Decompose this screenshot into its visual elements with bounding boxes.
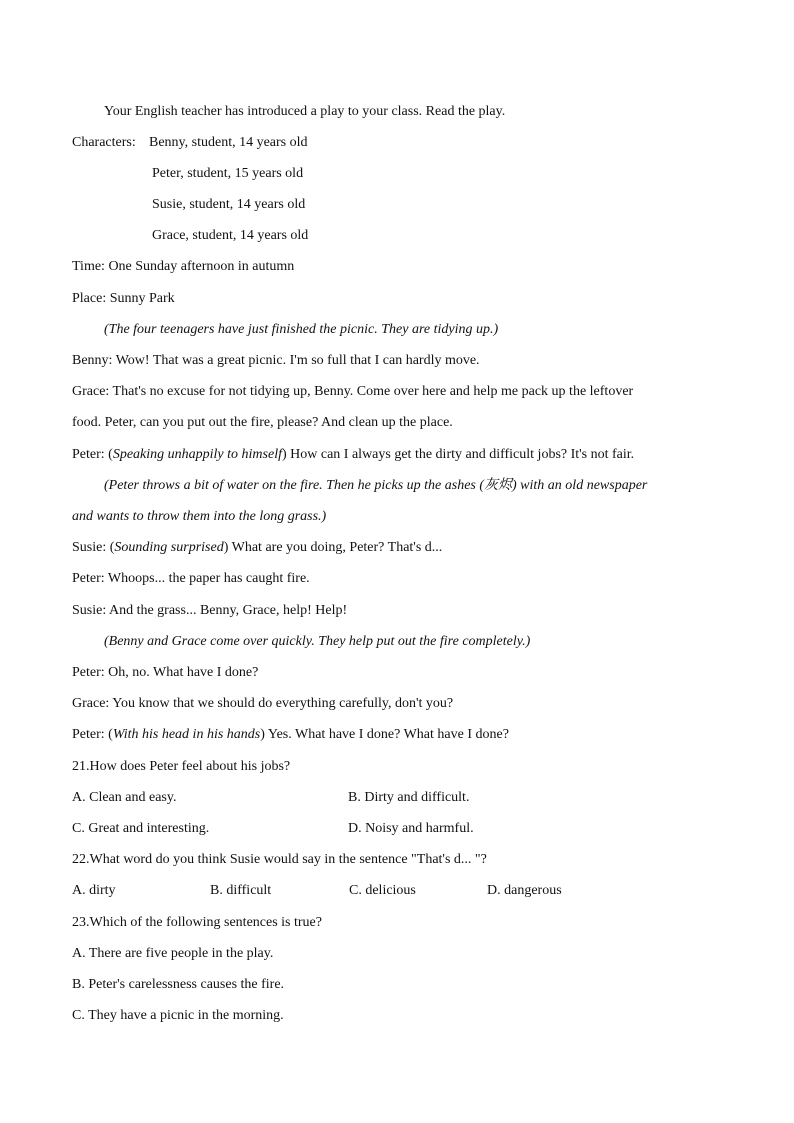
dialogue-line [72,724,734,746]
question-23: 23.Which of the following sentences is true? [72,915,322,930]
speech-text: Wow! That was a great picnic. I'm so full that I can hardly move. [112,353,480,368]
speech-text: Whoops... the paper has caught fire. [104,571,310,586]
paren-open: ( [104,447,113,462]
speaker-name: Benny: [72,353,113,368]
inline-direction: Sounding surprised [114,540,224,555]
stage-direction-1: (The four teenagers have just finished the picnic. They are tidying up.) [104,322,499,337]
paren-close: ) [223,540,229,555]
option-d[interactable]: D. dangerous [487,883,562,898]
character-peter: Peter, student, 15 years old [152,166,304,181]
dialogue-line [72,662,734,684]
speaker-name: Peter: [72,447,105,462]
question-21: 21.How does Peter feel about his jobs? [72,759,291,774]
option-c[interactable]: C. Great and interesting. [72,821,210,836]
speaker-name: Grace: [72,696,110,711]
speaker-name: Susie: [72,603,107,618]
option-d[interactable]: D. Noisy and harmful. [348,821,474,836]
dialogue-line [72,600,734,622]
paren-close: ) [260,727,265,742]
dialogue-line [72,568,734,590]
speech-text: You know that we should do everything carefully, don't you? [109,696,454,711]
stage-direction-2: (Peter throws a bit of water on the fire. Then he picks up the ashes (灰烬) with an old newspaper [104,478,648,493]
speaker-name: Grace: [72,384,110,399]
stage-direction-3: (Benny and Grace come over quickly. They help put out the fire completely.) [104,634,531,649]
inline-direction: Speaking unhappily to himself [112,447,282,462]
option-b[interactable]: B. difficult [210,883,272,898]
option-c[interactable]: C. They have a picnic in the morning. [72,1008,284,1023]
paren-close: ) [281,447,287,462]
speech-text: food. Peter, can you put out the fire, please? And clean up the place. [72,415,453,430]
option-a[interactable]: A. dirty [72,883,116,898]
option-b[interactable]: B. Dirty and difficult. [348,790,470,805]
speech-text: And the grass... Benny, Grace, help! Help! [106,603,348,618]
dialogue-line [72,537,734,559]
option-b[interactable]: B. Peter's carelessness causes the fire. [72,977,285,992]
question-21-options-row1 [72,787,734,809]
dialogue-line [72,444,734,466]
dialogue-line [72,693,734,715]
speech-text: Oh, no. What have I done? [104,665,259,680]
place-line: Place: Sunny Park [72,291,175,306]
time-line: Time: One Sunday afternoon in autumn [72,259,295,274]
stage-direction-2-cont: and wants to throw them into the long grass.) [72,509,327,524]
character-benny: Benny, student, 14 years old [149,135,308,150]
intro-text: Your English teacher has introduced a play to your class. Read the play. [104,104,506,119]
speech-text: Yes. What have I done? What have I done? [264,727,509,742]
speech-text: What are you doing, Peter? That's d... [228,540,443,555]
paren-open: ( [104,727,113,742]
speaker-name: Susie: [72,540,107,555]
speaker-name: Peter: [72,571,105,586]
question-22-options [72,880,734,902]
characters-row [72,132,734,154]
characters-label: Characters: [72,135,136,150]
inline-direction: With his head in his hands [112,727,261,742]
speech-text: How can I always get the dirty and difficult jobs? It's not fair. [286,447,635,462]
speaker-name: Peter: [72,727,105,742]
character-grace: Grace, student, 14 years old [152,228,309,243]
dialogue-line [72,412,734,434]
paren-open: ( [106,540,115,555]
option-a[interactable]: A. Clean and easy. [72,790,177,805]
dialogue-line [72,350,734,372]
speaker-name: Peter: [72,665,105,680]
option-a[interactable]: A. There are five people in the play. [72,946,274,961]
question-22: 22.What word do you think Susie would say in the sentence "That's d... "? [72,852,487,867]
dialogue-line [72,381,734,403]
character-susie: Susie, student, 14 years old [152,197,306,212]
question-21-options-row2 [72,818,734,840]
speech-text: That's no excuse for not tidying up, Benny. Come over here and help me pack up the leftover [109,384,634,399]
option-c[interactable]: C. delicious [349,883,416,898]
